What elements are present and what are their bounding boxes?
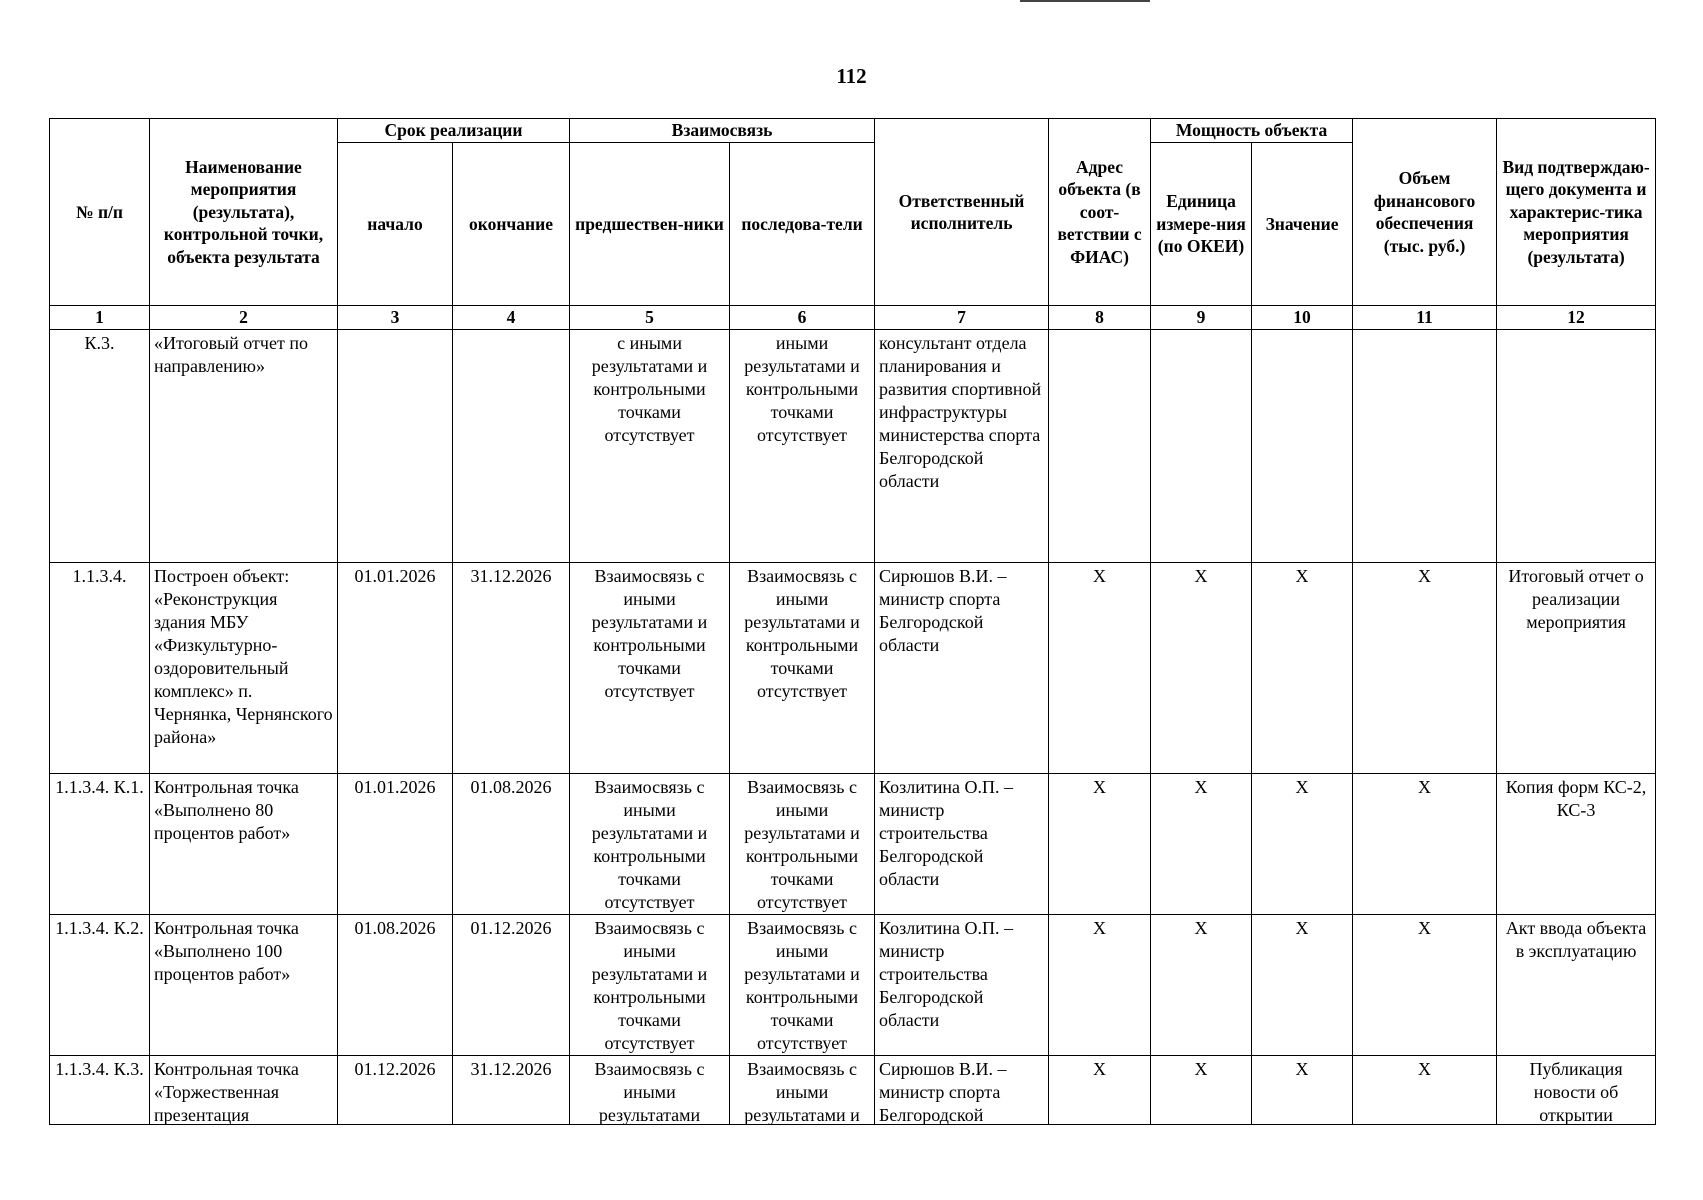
cell-document: Акт ввода объекта в эксплуатацию <box>1505 917 1647 961</box>
cell-name: «Итоговый отчет по направлению» <box>154 332 308 376</box>
cell-address: Х <box>1093 565 1107 586</box>
cell-end: 01.08.2026 <box>470 776 552 797</box>
cell-financing: Х <box>1418 917 1432 938</box>
cell-value: Х <box>1295 565 1309 586</box>
col-number: 11 <box>1353 306 1497 330</box>
cell-end: 01.12.2026 <box>470 917 552 938</box>
cell-successors: Взаимосвязь с иными результатами и контрольными точками отсутствует <box>744 565 860 701</box>
cell-start: 01.12.2026 <box>354 1058 436 1079</box>
cell-financing: Х <box>1418 1058 1432 1079</box>
col-number: 5 <box>570 306 730 330</box>
header-successors: последова-тели <box>730 143 875 306</box>
cell-value: Х <box>1295 776 1309 797</box>
cell-responsible: Козлитина О.П. – министр строительства Белгородской области <box>879 776 1013 889</box>
header-end: окончание <box>453 143 570 306</box>
cell-address <box>1053 332 1146 562</box>
table-row <box>50 773 1656 914</box>
cell-document <box>1501 332 1651 562</box>
scan-edge-line <box>1020 0 1150 2</box>
header-num: № п/п <box>50 119 150 306</box>
header-unit: Единица измере-ния (по ОКЕИ) <box>1151 143 1252 306</box>
cell-name: Контрольная точка «Выполнено 80 процентов работ» <box>154 776 299 843</box>
table-row <box>50 562 1656 773</box>
col-number: 1 <box>50 306 150 330</box>
col-number: 7 <box>875 306 1049 330</box>
col-number: 4 <box>453 306 570 330</box>
cell-responsible: Козлитина О.П. – министр строительства Белгородской области <box>879 917 1013 1030</box>
cell-document: Публикация новости об открытии <box>1529 1058 1623 1124</box>
cell-num: К.3. <box>84 332 115 353</box>
cell-end: 31.12.2026 <box>470 1058 552 1079</box>
col-number: 8 <box>1049 306 1151 330</box>
page-number: 112 <box>836 64 867 88</box>
col-number: 3 <box>338 306 453 330</box>
cell-value <box>1256 332 1348 562</box>
cell-end: 31.12.2026 <box>470 565 552 586</box>
header-group-term: Срок реализации <box>338 119 570 143</box>
header-document: Вид подтверждаю-щего документа и характерис-тика мероприятия (результата) <box>1497 119 1656 306</box>
header-predecessors: предшествен-ники <box>570 143 730 306</box>
cell-responsible: консультант отдела планирования и развития спортивной инфраструктуры министерства спорта Белгородской области <box>879 332 1042 491</box>
cell-predecessors: Взаимосвязь с иными результатами и контрольными точками отсутствует <box>591 776 708 912</box>
cell-num: 1.1.3.4. К.1. <box>55 776 144 797</box>
cell-name: Контрольная точка «Торжественная презентация <box>154 1058 299 1124</box>
col-number: 6 <box>730 306 875 330</box>
col-number: 9 <box>1151 306 1252 330</box>
cell-unit <box>1155 332 1247 562</box>
cell-successors: Взаимосвязь с иными результатами и контрольными точками отсутствует <box>744 776 860 912</box>
cell-financing: Х <box>1418 776 1432 797</box>
table-row <box>50 329 1656 562</box>
cell-name: Контрольная точка «Выполнено 100 процентов работ» <box>154 917 299 984</box>
cell-successors: Взаимосвязь с иными результатами и контрольными точками отсутствует <box>744 917 860 1053</box>
col-number: 10 <box>1252 306 1353 330</box>
cell-responsible: Сирюшов В.И. – министр спорта Белгородской <box>879 1058 1007 1124</box>
cell-unit: Х <box>1194 1058 1208 1079</box>
cell-value: Х <box>1295 1058 1309 1079</box>
cell-document: Копия форм КС-2, КС-3 <box>1505 776 1647 820</box>
cell-address: Х <box>1093 917 1107 938</box>
cell-num: 1.1.3.4. <box>72 565 127 586</box>
col-number: 12 <box>1497 306 1656 330</box>
header-start: начало <box>338 143 453 306</box>
implementation-plan-table <box>49 118 1656 1125</box>
cell-end <box>457 332 565 562</box>
cell-predecessors: с иными результатами и контрольными точками отсутствует <box>591 332 708 445</box>
header-responsible: Ответственный исполнитель <box>875 119 1049 306</box>
cell-financing: Х <box>1418 565 1432 586</box>
header-group-link: Взаимосвязь <box>570 119 875 143</box>
cell-financing <box>1357 332 1492 562</box>
header-name: Наименование мероприятия (результата), контрольной точки, объекта результата <box>150 119 338 306</box>
cell-unit: Х <box>1194 917 1208 938</box>
cell-unit: Х <box>1194 776 1208 797</box>
cell-num: 1.1.3.4. К.2. <box>55 917 144 938</box>
cell-predecessors: Взаимосвязь с иными результатами и контрольными точками отсутствует <box>591 917 708 1053</box>
cell-name: Построен объект: «Реконструкция здания МБУ «Физкультурно-оздоровительный комплекс» п. Чернянка, Чернянского района» <box>154 565 333 747</box>
header-value: Значение <box>1252 143 1353 306</box>
cell-predecessors: Взаимосвязь с иными результатами и контрольными точками отсутствует <box>591 565 708 701</box>
cell-start: 01.01.2026 <box>354 776 436 797</box>
cell-address: Х <box>1093 1058 1107 1079</box>
cell-start: 01.08.2026 <box>354 917 436 938</box>
cell-unit: Х <box>1194 565 1208 586</box>
table-row <box>50 914 1656 1055</box>
header-group-capacity: Мощность объекта <box>1151 119 1353 143</box>
cell-document: Итоговый отчет о реализации мероприятия <box>1508 565 1644 632</box>
cell-successors: Взаимосвязь с иными результатами и <box>744 1058 860 1124</box>
header-financing: Объем финансового обеспечения (тыс. руб.) <box>1353 119 1497 306</box>
cell-predecessors: Взаимосвязь с иными результатами <box>594 1058 705 1124</box>
cell-responsible: Сирюшов В.И. – министр спорта Белгородской области <box>879 565 1007 655</box>
cell-successors: иными результатами и контрольными точками отсутствует <box>744 332 860 445</box>
cell-value: Х <box>1295 917 1309 938</box>
cell-start <box>342 332 448 562</box>
header-address: Адрес объекта (в соот-ветствии с ФИАС) <box>1049 119 1151 306</box>
table-row <box>50 1055 1656 1124</box>
cell-num: 1.1.3.4. К.3. <box>55 1058 144 1079</box>
col-number: 2 <box>150 306 338 330</box>
cell-address: Х <box>1093 776 1107 797</box>
cell-start: 01.01.2026 <box>354 565 436 586</box>
